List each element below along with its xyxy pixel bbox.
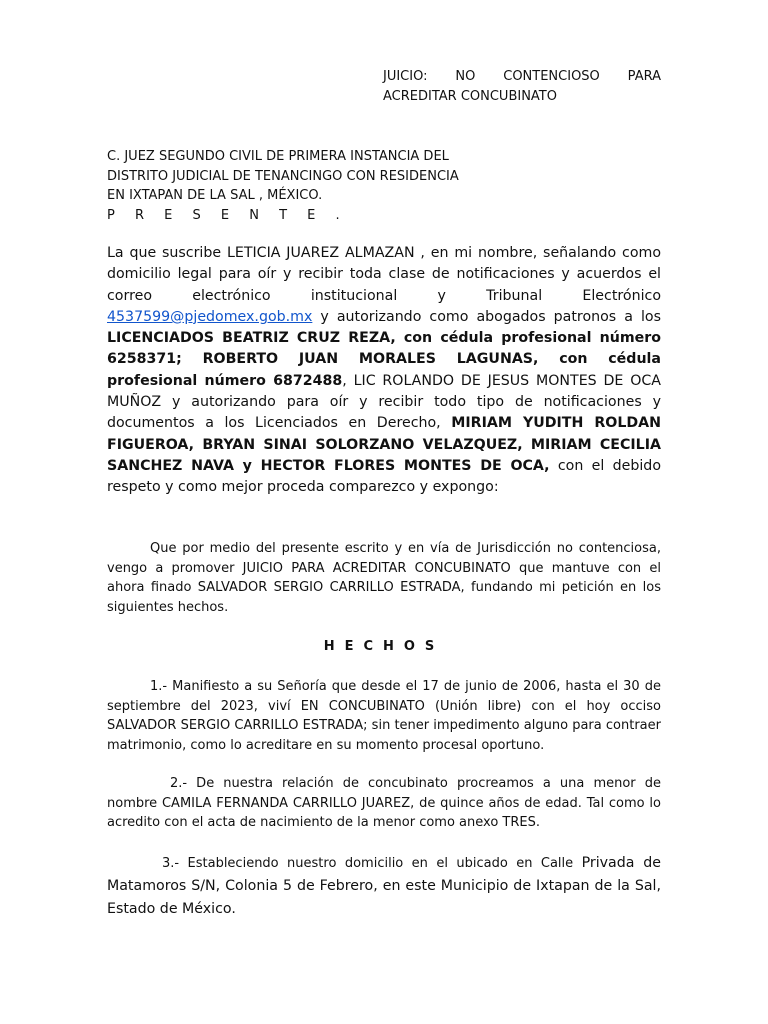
addressee-line: DISTRITO JUDICIAL DE TENANCINGO CON RESIDENCIA: [107, 168, 459, 184]
case-caption: [383, 67, 661, 107]
intro-text: con el debido respeto y como mejor proceda comparezco y expongo:: [107, 457, 661, 496]
intro-paragraph: [107, 243, 661, 499]
addressee-line: EN IXTAPAN DE LA SAL , MÉXICO.: [107, 188, 323, 203]
intro-text: La que suscribe LETICIA JUAREZ ALMAZAN , en mi nombre, señalando como domicilio legal para oír y recibir toda clase de notificaciones y acuerdos el correo electrónico institucional y Tribunal Electrónico: [107, 245, 661, 304]
petition-paragraph: Que por medio del presente escrito y en vía de Jurisdicción no contenciosa, vengo a promover JUICIO PARA ACREDITAR CONCUBINATO que mantuve con el ahora finado SALVADOR SERGIO CARRILLO ESTRADA, fundando mi petición en los siguientes hechos.: [107, 541, 661, 615]
addressee-line: C. JUEZ SEGUNDO CIVIL DE PRIMERA INSTANCIA DEL: [107, 149, 449, 164]
hecho-3: [107, 852, 661, 921]
lawyers-names: LICENCIADOS BEATRIZ CRUZ REZA, con cédula profesional número 6258371; ROBERTO JUAN MORALES LAGUNAS, con cédula profesional número 6872488: [107, 330, 661, 389]
intro-text: , LIC ROLANDO DE JESUS MONTES DE OCA MUÑOZ y autorizando para oír y recibir todo tipo de notificaciones y documentos a los Licenciados en Derecho,: [107, 372, 661, 432]
hechos-heading: HECHOS: [323, 639, 445, 654]
hecho-3-address: Privada de Matamoros S/N, Colonia 5 de Febrero, en este Municipio de Ixtapan de la Sal, Estado de México.: [107, 855, 661, 917]
caption-line-2: ACREDITAR CONCUBINATO: [383, 89, 557, 104]
presente-line: P R E S E N T E .: [107, 207, 348, 223]
intro-text: y autorizando como abogados patronos a los: [312, 308, 661, 325]
caption-line-1: JUICIO: NO CONTENCIOSO PARA: [383, 69, 661, 84]
addressee-block: [107, 147, 661, 225]
email-link[interactable]: 4537599@pjedomex.gob.mx: [107, 308, 313, 325]
authorized-names: MIRIAM YUDITH ROLDAN FIGUEROA, BRYAN SINAI SOLORZANO VELAZQUEZ, MIRIAM CECILIA SANCHEZ NAVA y HECTOR FLORES MONTES DE OCA,: [107, 415, 661, 474]
hecho-3-text: 3.- Estableciendo nuestro domicilio en el ubicado en Calle: [162, 856, 582, 871]
hecho-1: 1.- Manifiesto a su Señoría que desde el 17 de junio de 2006, hasta el 30 de septiembre del 2023, viví EN CONCUBINATO (Unión libre) con el hoy occiso SALVADOR SERGIO CARRILLO ESTRADA; sin tener impedimento alguno para contraer matrimonio, como lo acreditare en su momento procesal oportuno.: [107, 679, 661, 753]
hecho-2: 2.- De nuestra relación de concubinato procreamos a una menor de nombre CAMILA FERNANDA CARRILLO JUAREZ, de quince años de edad. Tal como lo acredito con el acta de nacimiento de la menor como anexo TRES.: [107, 776, 661, 830]
